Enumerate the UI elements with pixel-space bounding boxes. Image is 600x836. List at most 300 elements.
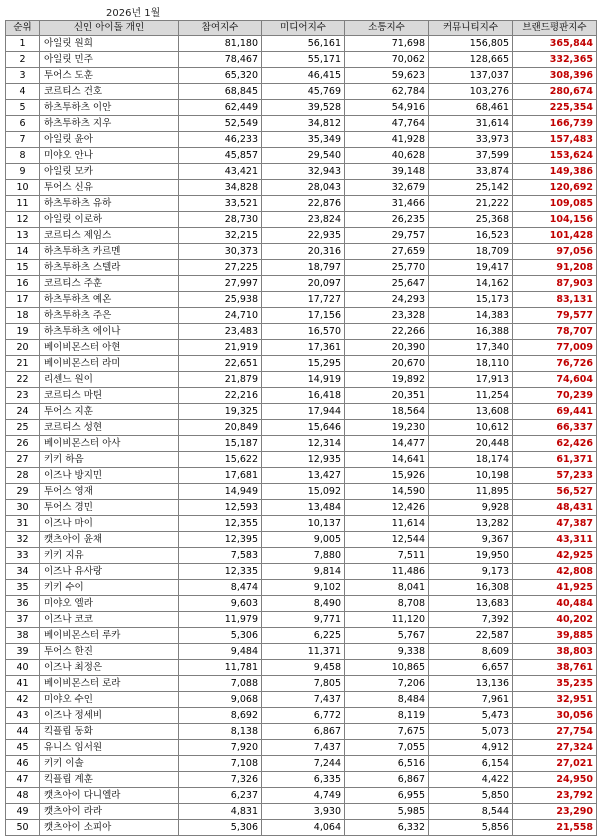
name-cell: 이즈나 방지민 [40, 468, 179, 484]
participation-cell: 21,919 [179, 340, 262, 356]
rank-cell: 19 [6, 324, 40, 340]
table-row [6, 804, 597, 820]
media-cell: 20,316 [262, 244, 345, 260]
rank-cell: 10 [6, 180, 40, 196]
media-cell: 32,943 [262, 164, 345, 180]
table-row [6, 820, 597, 836]
brand-reputation-cell: 42,808 [513, 564, 597, 580]
table-row [6, 532, 597, 548]
name-cell: 키키 지유 [40, 548, 179, 564]
participation-cell: 19,325 [179, 404, 262, 420]
communication-cell: 6,516 [345, 756, 429, 772]
communication-cell: 24,293 [345, 292, 429, 308]
rank-cell: 8 [6, 148, 40, 164]
brand-reputation-cell: 157,483 [513, 132, 597, 148]
community-cell: 31,614 [429, 116, 513, 132]
community-cell: 16,388 [429, 324, 513, 340]
media-cell: 13,427 [262, 468, 345, 484]
participation-cell: 12,355 [179, 516, 262, 532]
communication-cell: 7,511 [345, 548, 429, 564]
name-cell: 투어스 경민 [40, 500, 179, 516]
communication-cell: 6,332 [345, 820, 429, 836]
rank-cell: 20 [6, 340, 40, 356]
table-row [6, 436, 597, 452]
media-cell: 11,371 [262, 644, 345, 660]
brand-reputation-cell: 38,761 [513, 660, 597, 676]
brand-reputation-cell: 40,484 [513, 596, 597, 612]
brand-reputation-cell: 42,925 [513, 548, 597, 564]
media-cell: 6,772 [262, 708, 345, 724]
media-cell: 17,361 [262, 340, 345, 356]
community-cell: 14,383 [429, 308, 513, 324]
name-cell: 키키 하음 [40, 452, 179, 468]
rank-cell: 48 [6, 788, 40, 804]
brand-reputation-cell: 41,925 [513, 580, 597, 596]
participation-cell: 9,603 [179, 596, 262, 612]
media-cell: 9,102 [262, 580, 345, 596]
media-cell: 22,935 [262, 228, 345, 244]
table-row [6, 292, 597, 308]
communication-cell: 70,062 [345, 52, 429, 68]
rank-cell: 42 [6, 692, 40, 708]
communication-cell: 19,230 [345, 420, 429, 436]
table-row [6, 708, 597, 724]
rank-cell: 37 [6, 612, 40, 628]
participation-cell: 9,484 [179, 644, 262, 660]
table-header-row [6, 21, 597, 36]
communication-cell: 29,757 [345, 228, 429, 244]
participation-cell: 5,306 [179, 628, 262, 644]
name-cell: 하츠투하츠 스텔라 [40, 260, 179, 276]
media-cell: 12,314 [262, 436, 345, 452]
brand-reputation-cell: 87,903 [513, 276, 597, 292]
media-cell: 20,097 [262, 276, 345, 292]
media-cell: 15,092 [262, 484, 345, 500]
brand-reputation-cell: 77,009 [513, 340, 597, 356]
communication-cell: 54,916 [345, 100, 429, 116]
communication-cell: 7,206 [345, 676, 429, 692]
media-cell: 28,043 [262, 180, 345, 196]
community-cell: 17,340 [429, 340, 513, 356]
communication-cell: 7,055 [345, 740, 429, 756]
rank-cell: 43 [6, 708, 40, 724]
table-row [6, 660, 597, 676]
name-cell: 코르티스 주훈 [40, 276, 179, 292]
communication-cell: 47,764 [345, 116, 429, 132]
community-cell: 10,198 [429, 468, 513, 484]
participation-cell: 65,320 [179, 68, 262, 84]
brand-reputation-cell: 74,604 [513, 372, 597, 388]
name-cell: 미야오 수인 [40, 692, 179, 708]
rank-cell: 4 [6, 84, 40, 100]
name-cell: 아일릿 민주 [40, 52, 179, 68]
name-cell: 이즈나 정세비 [40, 708, 179, 724]
rank-cell: 45 [6, 740, 40, 756]
community-cell: 14,162 [429, 276, 513, 292]
participation-cell: 8,474 [179, 580, 262, 596]
media-cell: 35,349 [262, 132, 345, 148]
communication-cell: 14,477 [345, 436, 429, 452]
name-cell: 투어스 한진 [40, 644, 179, 660]
brand-reputation-cell: 24,950 [513, 772, 597, 788]
participation-cell: 7,920 [179, 740, 262, 756]
media-cell: 9,458 [262, 660, 345, 676]
brand-reputation-cell: 66,337 [513, 420, 597, 436]
communication-cell: 14,641 [345, 452, 429, 468]
header-communication: 소통지수 [345, 21, 429, 36]
communication-cell: 6,955 [345, 788, 429, 804]
table-row [6, 564, 597, 580]
community-cell: 11,254 [429, 388, 513, 404]
table-row [6, 132, 597, 148]
community-cell: 16,523 [429, 228, 513, 244]
communication-cell: 32,679 [345, 180, 429, 196]
communication-cell: 15,926 [345, 468, 429, 484]
participation-cell: 33,521 [179, 196, 262, 212]
community-cell: 9,173 [429, 564, 513, 580]
communication-cell: 8,708 [345, 596, 429, 612]
brand-reputation-cell: 166,739 [513, 116, 597, 132]
community-cell: 103,276 [429, 84, 513, 100]
table-row [6, 148, 597, 164]
rank-cell: 3 [6, 68, 40, 84]
table-row [6, 692, 597, 708]
community-cell: 13,683 [429, 596, 513, 612]
brand-reputation-cell: 48,431 [513, 500, 597, 516]
media-cell: 39,528 [262, 100, 345, 116]
media-cell: 6,867 [262, 724, 345, 740]
table-row [6, 116, 597, 132]
rank-cell: 1 [6, 36, 40, 52]
community-cell: 21,222 [429, 196, 513, 212]
brand-reputation-cell: 23,290 [513, 804, 597, 820]
table-row [6, 724, 597, 740]
participation-cell: 7,108 [179, 756, 262, 772]
communication-cell: 40,628 [345, 148, 429, 164]
media-cell: 16,570 [262, 324, 345, 340]
name-cell: 투어스 지훈 [40, 404, 179, 420]
table-row [6, 420, 597, 436]
rank-cell: 36 [6, 596, 40, 612]
name-cell: 키키 이솔 [40, 756, 179, 772]
media-cell: 17,156 [262, 308, 345, 324]
brand-reputation-cell: 153,624 [513, 148, 597, 164]
communication-cell: 8,119 [345, 708, 429, 724]
rank-cell: 33 [6, 548, 40, 564]
media-cell: 6,225 [262, 628, 345, 644]
brand-reputation-cell: 332,365 [513, 52, 597, 68]
table-row [6, 548, 597, 564]
community-cell: 20,448 [429, 436, 513, 452]
table-body [6, 36, 597, 836]
community-cell: 5,473 [429, 708, 513, 724]
community-cell: 13,282 [429, 516, 513, 532]
communication-cell: 62,784 [345, 84, 429, 100]
participation-cell: 25,938 [179, 292, 262, 308]
brand-reputation-cell: 79,577 [513, 308, 597, 324]
communication-cell: 11,120 [345, 612, 429, 628]
table-row [6, 180, 597, 196]
communication-cell: 26,235 [345, 212, 429, 228]
header-rank: 순위 [6, 21, 40, 36]
brand-reputation-cell: 365,844 [513, 36, 597, 52]
name-cell: 미야오 안나 [40, 148, 179, 164]
name-cell: 킥플립 계훈 [40, 772, 179, 788]
rank-cell: 26 [6, 436, 40, 452]
community-cell: 7,961 [429, 692, 513, 708]
name-cell: 베이비몬스터 아현 [40, 340, 179, 356]
community-cell: 33,874 [429, 164, 513, 180]
communication-cell: 12,544 [345, 532, 429, 548]
rank-cell: 11 [6, 196, 40, 212]
media-cell: 6,335 [262, 772, 345, 788]
name-cell: 아일릿 이로하 [40, 212, 179, 228]
name-cell: 캣츠아이 다니엘라 [40, 788, 179, 804]
brand-reputation-cell: 83,131 [513, 292, 597, 308]
media-cell: 17,727 [262, 292, 345, 308]
header-participation: 참여지수 [179, 21, 262, 36]
table-row [6, 84, 597, 100]
community-cell: 137,037 [429, 68, 513, 84]
participation-cell: 6,237 [179, 788, 262, 804]
brand-reputation-cell: 27,324 [513, 740, 597, 756]
rank-cell: 18 [6, 308, 40, 324]
media-cell: 7,437 [262, 692, 345, 708]
media-cell: 12,935 [262, 452, 345, 468]
rank-cell: 24 [6, 404, 40, 420]
name-cell: 이즈나 코코 [40, 612, 179, 628]
participation-cell: 34,828 [179, 180, 262, 196]
communication-cell: 27,659 [345, 244, 429, 260]
rank-cell: 17 [6, 292, 40, 308]
brand-reputation-cell: 61,371 [513, 452, 597, 468]
communication-cell: 31,466 [345, 196, 429, 212]
header-name: 신인 아이돌 개인 [40, 21, 179, 36]
media-cell: 17,944 [262, 404, 345, 420]
community-cell: 17,913 [429, 372, 513, 388]
media-cell: 9,771 [262, 612, 345, 628]
communication-cell: 8,484 [345, 692, 429, 708]
rank-cell: 12 [6, 212, 40, 228]
rank-cell: 35 [6, 580, 40, 596]
participation-cell: 8,692 [179, 708, 262, 724]
table-row [6, 676, 597, 692]
communication-cell: 59,623 [345, 68, 429, 84]
brand-reputation-cell: 78,707 [513, 324, 597, 340]
brand-reputation-cell: 62,426 [513, 436, 597, 452]
media-cell: 7,880 [262, 548, 345, 564]
community-cell: 8,544 [429, 804, 513, 820]
rank-cell: 41 [6, 676, 40, 692]
participation-cell: 68,845 [179, 84, 262, 100]
rank-cell: 32 [6, 532, 40, 548]
table-row [6, 308, 597, 324]
media-cell: 13,484 [262, 500, 345, 516]
brand-reputation-cell: 35,235 [513, 676, 597, 692]
table-row [6, 772, 597, 788]
communication-cell: 5,985 [345, 804, 429, 820]
brand-reputation-cell: 109,085 [513, 196, 597, 212]
brand-reputation-cell: 30,056 [513, 708, 597, 724]
name-cell: 베이비몬스터 로라 [40, 676, 179, 692]
rank-cell: 46 [6, 756, 40, 772]
brand-reputation-cell: 56,527 [513, 484, 597, 500]
participation-cell: 11,979 [179, 612, 262, 628]
name-cell: 아일릿 윤아 [40, 132, 179, 148]
community-cell: 18,174 [429, 452, 513, 468]
media-cell: 4,749 [262, 788, 345, 804]
community-cell: 156,805 [429, 36, 513, 52]
name-cell: 하츠투하츠 이안 [40, 100, 179, 116]
participation-cell: 28,730 [179, 212, 262, 228]
rank-cell: 38 [6, 628, 40, 644]
community-cell: 5,856 [429, 820, 513, 836]
name-cell: 미야오 엘라 [40, 596, 179, 612]
community-cell: 22,587 [429, 628, 513, 644]
community-cell: 15,173 [429, 292, 513, 308]
brand-reputation-cell: 38,803 [513, 644, 597, 660]
community-cell: 4,912 [429, 740, 513, 756]
communication-cell: 14,590 [345, 484, 429, 500]
media-cell: 7,437 [262, 740, 345, 756]
community-cell: 13,608 [429, 404, 513, 420]
participation-cell: 24,710 [179, 308, 262, 324]
media-cell: 55,171 [262, 52, 345, 68]
header-media: 미디어지수 [262, 21, 345, 36]
media-cell: 18,797 [262, 260, 345, 276]
rank-cell: 30 [6, 500, 40, 516]
table-row [6, 372, 597, 388]
media-cell: 9,814 [262, 564, 345, 580]
table-row [6, 340, 597, 356]
table-row [6, 196, 597, 212]
table-row [6, 212, 597, 228]
communication-cell: 10,865 [345, 660, 429, 676]
community-cell: 25,142 [429, 180, 513, 196]
table-row [6, 164, 597, 180]
brand-reputation-cell: 97,056 [513, 244, 597, 260]
communication-cell: 11,614 [345, 516, 429, 532]
communication-cell: 23,328 [345, 308, 429, 324]
participation-cell: 12,593 [179, 500, 262, 516]
community-cell: 16,308 [429, 580, 513, 596]
rank-cell: 22 [6, 372, 40, 388]
communication-cell: 22,266 [345, 324, 429, 340]
name-cell: 아일릿 원희 [40, 36, 179, 52]
rank-cell: 9 [6, 164, 40, 180]
communication-cell: 25,647 [345, 276, 429, 292]
media-cell: 34,812 [262, 116, 345, 132]
brand-reputation-cell: 101,428 [513, 228, 597, 244]
communication-cell: 39,148 [345, 164, 429, 180]
name-cell: 캣츠아이 라라 [40, 804, 179, 820]
participation-cell: 45,857 [179, 148, 262, 164]
media-cell: 3,930 [262, 804, 345, 820]
rank-cell: 40 [6, 660, 40, 676]
name-cell: 투어스 영재 [40, 484, 179, 500]
communication-cell: 41,928 [345, 132, 429, 148]
participation-cell: 78,467 [179, 52, 262, 68]
table-row [6, 484, 597, 500]
table-row [6, 628, 597, 644]
table-row [6, 580, 597, 596]
rank-cell: 39 [6, 644, 40, 660]
brand-reputation-cell: 43,311 [513, 532, 597, 548]
participation-cell: 12,335 [179, 564, 262, 580]
brand-reputation-cell: 40,202 [513, 612, 597, 628]
name-cell: 유니스 임서원 [40, 740, 179, 756]
table-row [6, 788, 597, 804]
name-cell: 이즈나 유사랑 [40, 564, 179, 580]
rank-cell: 16 [6, 276, 40, 292]
name-cell: 캣츠아이 소피아 [40, 820, 179, 836]
participation-cell: 20,849 [179, 420, 262, 436]
rank-cell: 47 [6, 772, 40, 788]
community-cell: 10,612 [429, 420, 513, 436]
media-cell: 7,805 [262, 676, 345, 692]
community-cell: 25,368 [429, 212, 513, 228]
community-cell: 68,461 [429, 100, 513, 116]
rank-cell: 21 [6, 356, 40, 372]
community-cell: 18,110 [429, 356, 513, 372]
table-row [6, 52, 597, 68]
brand-reputation-cell: 280,674 [513, 84, 597, 100]
brand-reputation-cell: 91,208 [513, 260, 597, 276]
media-cell: 9,005 [262, 532, 345, 548]
communication-cell: 19,892 [345, 372, 429, 388]
table-row [6, 612, 597, 628]
community-cell: 5,073 [429, 724, 513, 740]
community-cell: 7,392 [429, 612, 513, 628]
brand-reputation-cell: 149,386 [513, 164, 597, 180]
media-cell: 22,876 [262, 196, 345, 212]
name-cell: 하츠투하츠 카르멘 [40, 244, 179, 260]
header-brand-reputation: 브랜드평판지수 [513, 21, 597, 36]
community-cell: 6,657 [429, 660, 513, 676]
rank-cell: 13 [6, 228, 40, 244]
rank-cell: 7 [6, 132, 40, 148]
table-row [6, 68, 597, 84]
communication-cell: 20,670 [345, 356, 429, 372]
communication-cell: 12,426 [345, 500, 429, 516]
rank-cell: 34 [6, 564, 40, 580]
community-cell: 6,154 [429, 756, 513, 772]
name-cell: 투어스 신유 [40, 180, 179, 196]
community-cell: 11,895 [429, 484, 513, 500]
name-cell: 리센느 원이 [40, 372, 179, 388]
communication-cell: 8,041 [345, 580, 429, 596]
community-cell: 37,599 [429, 148, 513, 164]
name-cell: 이즈나 마이 [40, 516, 179, 532]
participation-cell: 81,180 [179, 36, 262, 52]
communication-cell: 71,698 [345, 36, 429, 52]
participation-cell: 22,651 [179, 356, 262, 372]
rank-cell: 50 [6, 820, 40, 836]
participation-cell: 15,622 [179, 452, 262, 468]
table-row [6, 244, 597, 260]
table-row [6, 404, 597, 420]
name-cell: 하츠투하츠 지우 [40, 116, 179, 132]
name-cell: 키키 수이 [40, 580, 179, 596]
participation-cell: 7,583 [179, 548, 262, 564]
name-cell: 하츠투하츠 유하 [40, 196, 179, 212]
rank-cell: 31 [6, 516, 40, 532]
participation-cell: 27,225 [179, 260, 262, 276]
name-cell: 캣츠아이 윤채 [40, 532, 179, 548]
header-community: 커뮤니티지수 [429, 21, 513, 36]
participation-cell: 30,373 [179, 244, 262, 260]
media-cell: 45,769 [262, 84, 345, 100]
